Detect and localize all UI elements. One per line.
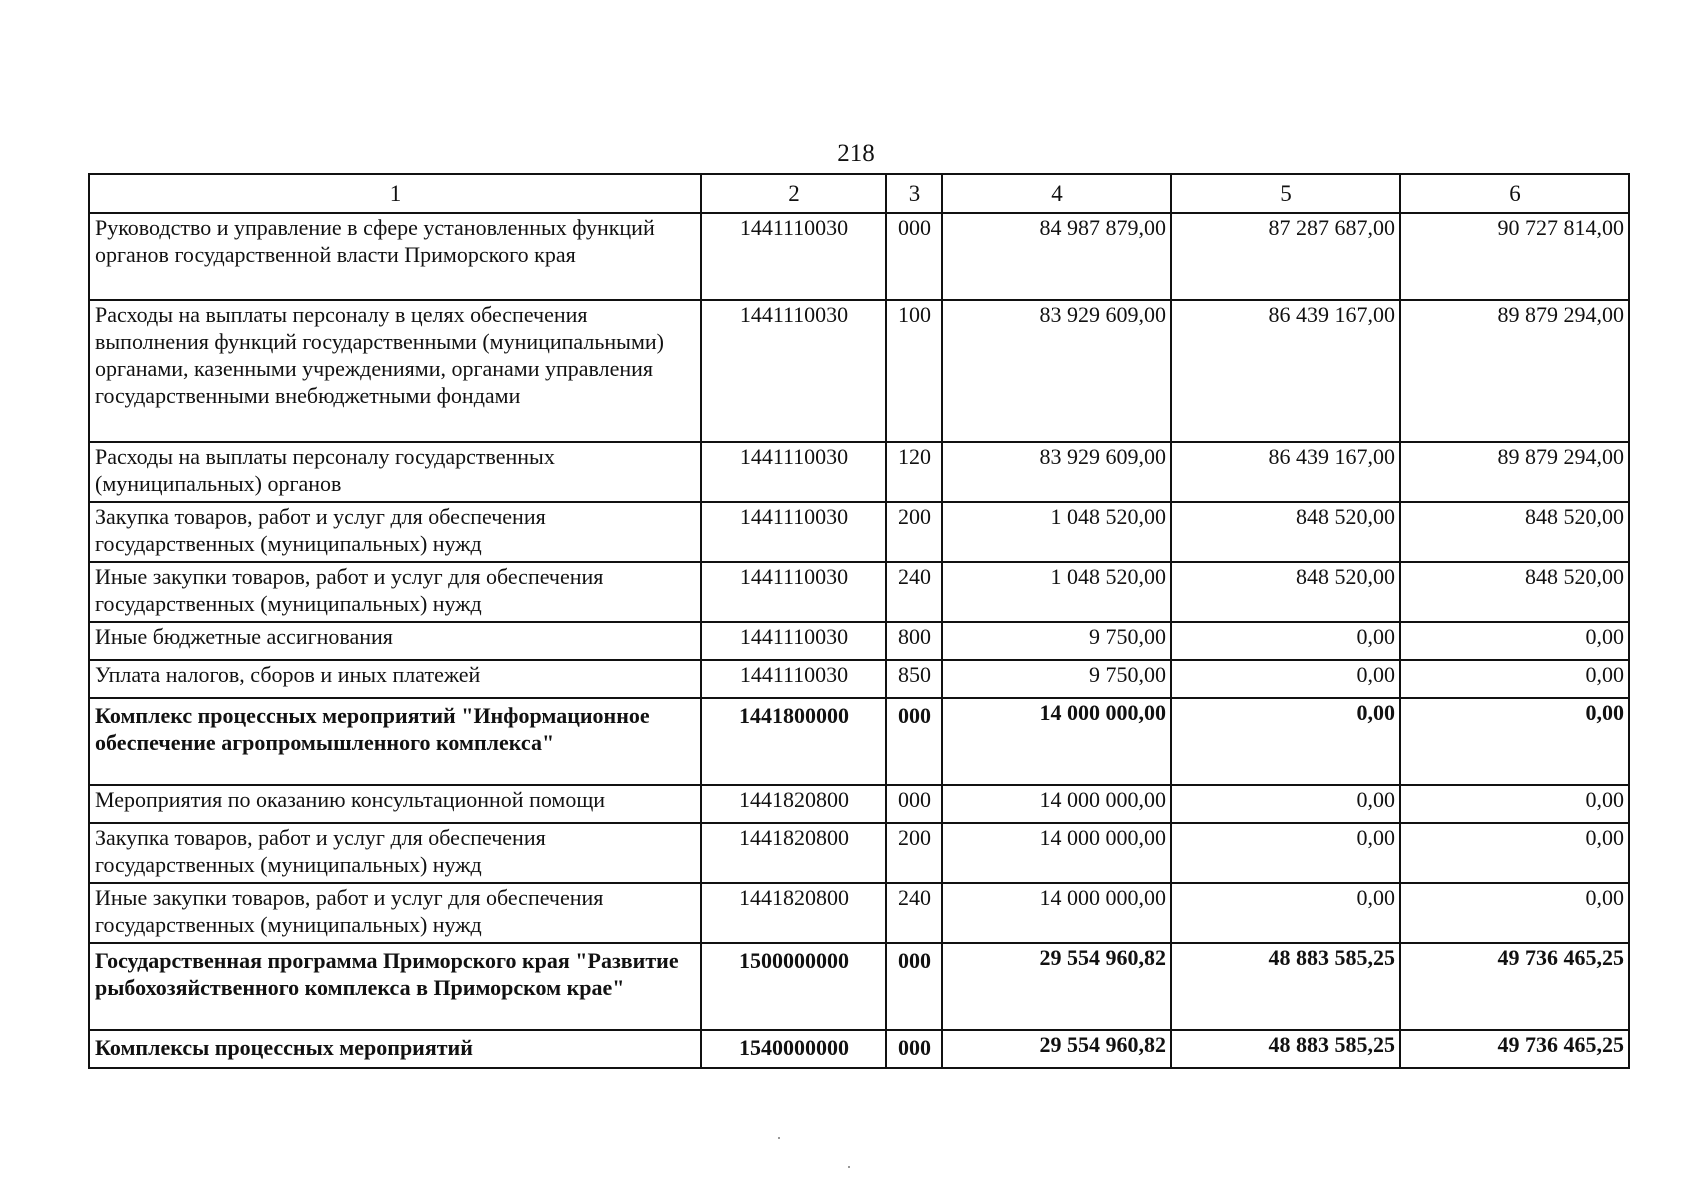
row-target-code: 1441110030 [701, 442, 886, 502]
row-value-year-3: 0,00 [1400, 785, 1629, 823]
table-row [89, 660, 1629, 698]
row-expense-type: 240 [886, 562, 942, 622]
row-value-year-1: 84 987 879,00 [942, 213, 1171, 300]
row-name: Уплата налогов, сборов и иных платежей [89, 660, 701, 698]
row-value-year-1: 14 000 000,00 [942, 823, 1171, 883]
row-name: Комплексы процессных мероприятий [89, 1030, 701, 1068]
row-expense-type: 800 [886, 622, 942, 660]
table-row [89, 300, 1629, 442]
row-name: Расходы на выплаты персоналу государственных (муниципальных) органов [89, 442, 701, 502]
row-expense-type: 120 [886, 442, 942, 502]
row-name: Закупка товаров, работ и услуг для обеспечения государственных (муниципальных) нужд [89, 502, 701, 562]
row-value-year-1: 83 929 609,00 [942, 442, 1171, 502]
row-value-year-3: 90 727 814,00 [1400, 213, 1629, 300]
table-row [89, 213, 1629, 300]
row-value-year-2: 0,00 [1171, 883, 1400, 943]
row-value-year-2: 48 883 585,25 [1171, 943, 1400, 1030]
row-target-code: 1441820800 [701, 823, 886, 883]
row-name: Иные бюджетные ассигнования [89, 622, 701, 660]
table-row [89, 943, 1629, 1030]
row-value-year-3: 0,00 [1400, 883, 1629, 943]
column-header-2: 2 [701, 174, 886, 213]
table-row [89, 502, 1629, 562]
row-name: Иные закупки товаров, работ и услуг для обеспечения государственных (муниципальных) нужд [89, 883, 701, 943]
row-target-code: 1540000000 [701, 1030, 886, 1068]
table-header-row [89, 174, 1629, 213]
row-value-year-1: 14 000 000,00 [942, 883, 1171, 943]
table-row [89, 823, 1629, 883]
row-value-year-2: 0,00 [1171, 660, 1400, 698]
row-expense-type: 100 [886, 300, 942, 442]
table-row [89, 883, 1629, 943]
row-expense-type: 000 [886, 785, 942, 823]
column-header-1: 1 [89, 174, 701, 213]
row-value-year-1: 1 048 520,00 [942, 562, 1171, 622]
table-row [89, 442, 1629, 502]
row-expense-type: 000 [886, 943, 942, 1030]
row-value-year-2: 86 439 167,00 [1171, 442, 1400, 502]
table-row [89, 562, 1629, 622]
row-value-year-3: 848 520,00 [1400, 502, 1629, 562]
row-name: Комплекс процессных мероприятий "Информационное обеспечение агропромышленного комплекса" [89, 698, 701, 785]
row-value-year-3: 49 736 465,25 [1400, 1030, 1629, 1068]
row-name: Закупка товаров, работ и услуг для обеспечения государственных (муниципальных) нужд [89, 823, 701, 883]
row-target-code: 1441110030 [701, 502, 886, 562]
row-value-year-3: 89 879 294,00 [1400, 442, 1629, 502]
row-value-year-2: 0,00 [1171, 622, 1400, 660]
row-expense-type: 850 [886, 660, 942, 698]
row-target-code: 1441110030 [701, 622, 886, 660]
row-target-code: 1441820800 [701, 883, 886, 943]
row-target-code: 1441110030 [701, 300, 886, 442]
page-number: 218 [837, 140, 875, 167]
row-value-year-1: 14 000 000,00 [942, 698, 1171, 785]
row-value-year-1: 9 750,00 [942, 622, 1171, 660]
row-value-year-1: 29 554 960,82 [942, 1030, 1171, 1068]
row-target-code: 1441110030 [701, 660, 886, 698]
row-value-year-2: 87 287 687,00 [1171, 213, 1400, 300]
row-value-year-3: 0,00 [1400, 823, 1629, 883]
row-name: Государственная программа Приморского края "Развитие рыбохозяйственного комплекса в Приморском крае" [89, 943, 701, 1030]
row-value-year-1: 29 554 960,82 [942, 943, 1171, 1030]
row-name: Расходы на выплаты персоналу в целях обеспечения выполнения функций государственными (муниципальными) органами, казенными учреждениями, органами управления государственными внебюджетными фондами [89, 300, 701, 442]
row-expense-type: 240 [886, 883, 942, 943]
row-target-code: 1441800000 [701, 698, 886, 785]
row-value-year-3: 89 879 294,00 [1400, 300, 1629, 442]
row-value-year-3: 0,00 [1400, 622, 1629, 660]
row-expense-type: 200 [886, 823, 942, 883]
row-value-year-3: 0,00 [1400, 660, 1629, 698]
row-value-year-1: 14 000 000,00 [942, 785, 1171, 823]
row-target-code: 1441820800 [701, 785, 886, 823]
row-value-year-3: 0,00 [1400, 698, 1629, 785]
table-row [89, 785, 1629, 823]
row-value-year-2: 0,00 [1171, 823, 1400, 883]
row-value-year-2: 848 520,00 [1171, 502, 1400, 562]
scan-speck [778, 1137, 780, 1139]
row-expense-type: 000 [886, 698, 942, 785]
table-row [89, 698, 1629, 785]
row-value-year-1: 1 048 520,00 [942, 502, 1171, 562]
row-target-code: 1500000000 [701, 943, 886, 1030]
row-value-year-2: 86 439 167,00 [1171, 300, 1400, 442]
table-row [89, 1030, 1629, 1068]
column-header-6: 6 [1400, 174, 1629, 213]
row-expense-type: 200 [886, 502, 942, 562]
row-value-year-2: 0,00 [1171, 785, 1400, 823]
row-value-year-2: 0,00 [1171, 698, 1400, 785]
row-value-year-2: 48 883 585,25 [1171, 1030, 1400, 1068]
column-header-5: 5 [1171, 174, 1400, 213]
row-value-year-3: 848 520,00 [1400, 562, 1629, 622]
row-target-code: 1441110030 [701, 213, 886, 300]
row-value-year-3: 49 736 465,25 [1400, 943, 1629, 1030]
row-value-year-1: 9 750,00 [942, 660, 1171, 698]
budget-table [88, 173, 1630, 1069]
column-header-4: 4 [942, 174, 1171, 213]
row-value-year-2: 848 520,00 [1171, 562, 1400, 622]
row-expense-type: 000 [886, 1030, 942, 1068]
scan-speck [848, 1166, 850, 1168]
row-expense-type: 000 [886, 213, 942, 300]
column-header-3: 3 [886, 174, 942, 213]
row-value-year-1: 83 929 609,00 [942, 300, 1171, 442]
table-row [89, 622, 1629, 660]
row-name: Мероприятия по оказанию консультационной помощи [89, 785, 701, 823]
row-target-code: 1441110030 [701, 562, 886, 622]
row-name: Иные закупки товаров, работ и услуг для обеспечения государственных (муниципальных) нужд [89, 562, 701, 622]
row-name: Руководство и управление в сфере установленных функций органов государственной власти Приморского края [89, 213, 701, 300]
